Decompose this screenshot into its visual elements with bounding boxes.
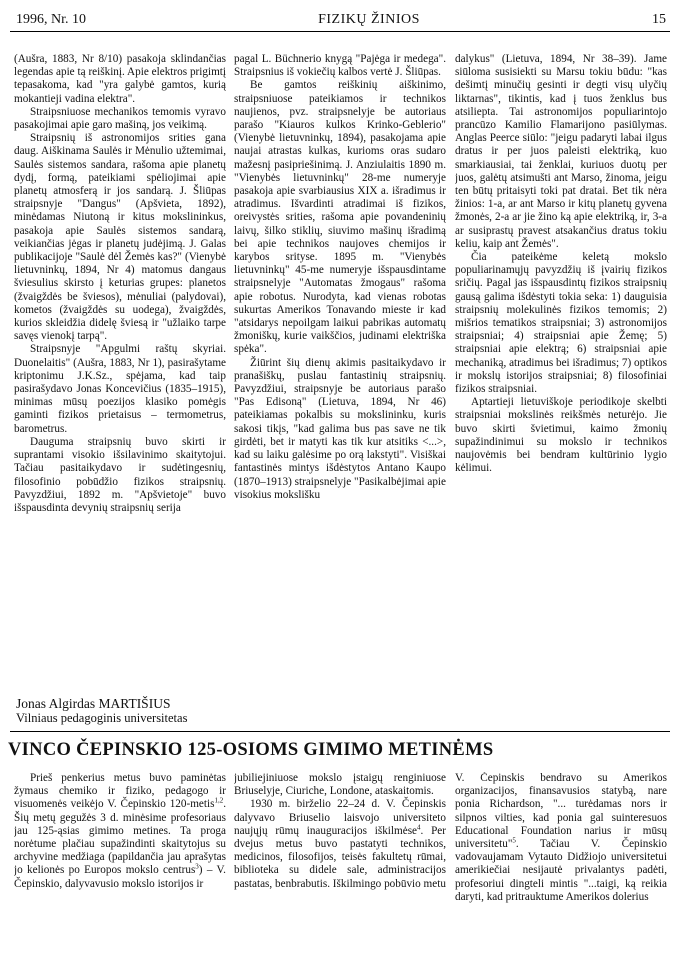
author-name: Jonas Algirdas MARTIŠIUS: [16, 696, 171, 711]
author-affiliation: Vilniaus pedagoginis universitetas: [16, 711, 188, 725]
paragraph: 1930 m. birželio 22–24 d. V. Čepinskis dalyvavo Briuselio laisvojo universiteto naujųjų rūmų inauguracijos iškilmėse$^4$. Per dvejus metus buvo pastatyti technikos, medicinos, filosofijos, teisės fakultetų rūmai, biblioteka su didele sale, administracijos pastatas, benbrabutis. Iškilmingo pobūvio metu: [234, 798, 446, 890]
issue-label: 1996, Nr. 10: [16, 12, 86, 27]
paragraph: pagal L. Büchnerio knygą "Pajėga ir medega". Straipsnius iš vokiečių kalbos vertė J. Šliūpas.: [234, 53, 446, 79]
paragraph: Žiūrint šių dienų akimis pasitaikydavo ir pranašiškų, puslau fantastinių straipsnių. Pavyzdžiui, straipsnyje be autoriaus parašo "Pas Edisoną" (Lietuva, 1894, Nr 46) pateikiamas pokalbis su mokslininku, kuris sakosi tikįs, "kad galima bus pas save ne tik girdėti, bet ir matyti kas tik kur atsitiks <...>, kad su laiku galėsime po orą lakstyti". Visiškai fantastinės mintys išdėstytos Antano Kaupo (1870–1913) straipsnelyje "Pasikalbėjimai apie visokius mokslišku: [234, 356, 446, 501]
paragraph: Prieš penkerius metus buvo paminėtas žymaus chemiko ir fiziko, pedagogo ir visuomenės veikėjo V. Čepinskio 120-metis$^{1,2}$. Šių metų gegužės 3 d. minėsime profesoriaus jau 125-ąsias gimimo metines. Ta proga norėtume plačiau supažindinti skaitytojus su archyvine medžiaga (papildančia jau aprašytas jo kelionės po Europos mokslo centrus$^3$) – V. Čepinskio, dalyvavusio mokslo istorijos ir: [14, 772, 226, 890]
paragraph: Straipsniuose mechanikos temomis vyravo pasakojimai apie garo mašiną, jos veikimą.: [14, 105, 226, 132]
bottom-column-3: [455, 772, 667, 972]
paragraph: Dauguma straipsnių buvo skirti ir suprantami visokio išsilavinimo skaitytojui. Tačiau pasitaikydavo ir sudėtingesnių, filosofinio pobūdžio fizikos straipsnių. Pavyzdžiui, 1892 m. "Apšvietoje" buvo išspausdinta devynių straipsnių serija: [14, 435, 226, 514]
paragraph: Straipsnyje "Apgulmi raštų skyriai. Duonelaitis" (Aušra, 1883, Nr 1), pasirašytame kriptonimu J.K.Sz., spėjama, kad taip pasirašydavo Jonas Koncevičius (1835–1915), minimas mūsų poezijos klasiko pomėgis gaminti fizikos prietaisus – termometrus, barometrus.: [14, 343, 226, 435]
paragraph: dalykus" (Lietuva, 1894, Nr 38–39). Jame siūloma susisiekti su Marsu tokiu būdu: "kas dešimtį minučių gesinti ir degti visų ulyčių liktarnas", tikintis, kad į tuos ženklus bus atsiliepta. Tai astronomijos populiarintojo prancūzo Kamilio Flamarijono pasiūlymas. Anglas Peerce siūlo: "jeigu padaryti labai ilgus dratus ir per juos paleisti elektriką, kuo smarkiausiai, tai ženklai, kuriuos duotų per juos, galėtų atsimušti ant Marso, žinoma, jeigu ten būtų pritaisyti toki pat dratai. Bet tik nėra žinios: 1-a, ar ant Marso ir kitų planetų gyvena žmonės, 2-a ar jie žino ką apie elektriką, ir, 3-a ar susiprastų pravest atsakančius dratus tokiu keliu, kaip ant Žemės".: [455, 53, 667, 250]
article-title: VINCO ČEPINSKIO 125-OSIOMS GIMIMO METINĖMS: [8, 740, 494, 760]
paragraph: V. Čepinskis bendravo su Amerikos organizacijos, finansavusios statybą, nare ponia Richardson, "... turėdamas nors ir silpnos vilties, kad ponia gal suinteresuos Educational Foundation narius ir mūsų universitetu"$^5$. Tačiau V. Čepinskio vadovaujamam Vytauto Didžiojo universitetui amerikiečiai nesijautė privalantys padėti, profesoriui dingteli mintis "...taigi, ką reikia daryti, kad pritrauktume Amerikos dolerius: [455, 772, 667, 903]
article-column-2: [234, 53, 446, 689]
article-column-1: [14, 53, 226, 689]
paragraph: jubiliejiniuose mokslo įstaigų renginiuose Briuselyje, Ciuriche, Londone, ataskaitomis.: [234, 772, 446, 798]
article-column-3: [455, 53, 667, 689]
running-header: [16, 6, 666, 28]
bottom-column-2: [234, 772, 446, 972]
paragraph: (Aušra, 1883, Nr 8/10) pasakoja sklindančias legendas apie tą reiškinį. Apie elektros prigimtį tepasakoma, kad "yra galybė gamtos, kurią mokantieji vadina elektra".: [14, 53, 226, 105]
paragraph: Aptartieji lietuviškoje periodikoje skelbti straipsniai mokslinės reikšmės neturėjo. Jie buvo skirti švietimui, kaimo žmonių supažindinimui su mokslo ir technikos naujovėmis bei bendram kultūrinio lygio kėlimui.: [455, 396, 667, 475]
author-block: [16, 697, 187, 725]
header-rule: [10, 31, 670, 32]
bottom-column-1: [14, 772, 226, 972]
journal-title: FIZIKŲ ŽINIOS: [318, 12, 420, 27]
paragraph: Be gamtos reiškinių aiškinimo, straipsniuose pateikiamos ir technikos naujienos, pvz. straipsnelyje be autoriaus parašo "Kiauros kulkos Krinko-Geblerio" (Vienybė lietuvninkų, 1894), pasakojama apie naujai atrastas kulkas, kurioms oras sudaro mažesnį pasipriešinimą. J. Anziulaitis 1890 m. "Vienybės lietuvninkų" 28-me numeryje pasakoja apie svarbiausius XIX a. išradimus ir atradimus. Išvardinti atradimai iš fizikos, oreivystės srities, rašoma apie povandeninių laivų, šilko stiklių, siuvimo mašinų išradimą bei apie technikos naujoves chemijos ir karybos srityse. 1895 m. "Vienybės lietuvninkų" 45-me numeryje išspausdintame straipsnelyje "Automatas žmogaus" rašoma apie robotus. Nurodyta, kad vienas robotas sukurtas Amerikos Tonavando mieste ir kad "atsidarys nepoilgam laikui pabrikas automatų žmoniškų, kurie vaikščios, judinami elektriška spėka".: [234, 79, 446, 356]
section-rule: [10, 731, 670, 732]
page-number: 15: [651, 12, 666, 27]
paragraph: Straipsnių iš astronomijos srities gana daug. Aiškinama Saulės ir Mėnulio užtemimai, Saulės sistemos sandara, rašoma apie planetų dydį, formą, pateikiami spėliojimai apie planetų atmosferą ir jos sandarą. J. Šliūpas straipsnyje "Dangus" (Apšvieta, 1892), minėdamas Niutoną ir kitus mokslininkus, pasakoja apie Saulės sistemos sandarą, veikiančias jėgas ir planetų judėjimą. J. Galas publikacijoje "Saulė dėl Žemės kas?" (Vienybė lietuvninkų, 1894, Nr 4) matomus dangaus šviesulius skirsto į keturias grupes: planetos (žvaigždės be šviesos), mėnuliai (palydovai), kometos (žvaigždės su uodega), žvaigždės, kurios skleidžia didelę šviesą ir "užlaiko tarpe savęs vienokį tarpą".: [14, 132, 226, 343]
paragraph: Čia pateikėme keletą mokslo populiarinamųjų pavyzdžių iš įvairių fizikos sričių. Pagal jas išspausdintų fizikos straipsnių gausą galima išdėstyti tokia seka: 1) dauguisia straipsnių molekulinės fizikos temomis; 2) mišrios tematikos straipsniai; 3) astronomijos straipsniai; 4) straipsniai apie Žemę; 5) straipsniai apie elektrą; 6) straipsniai apie mechaniką, atradimus bei išradimus; 7) optikos ir mokslų istorijos straipsniai; 8) filosofiniai fizikos straipsniai.: [455, 251, 667, 396]
